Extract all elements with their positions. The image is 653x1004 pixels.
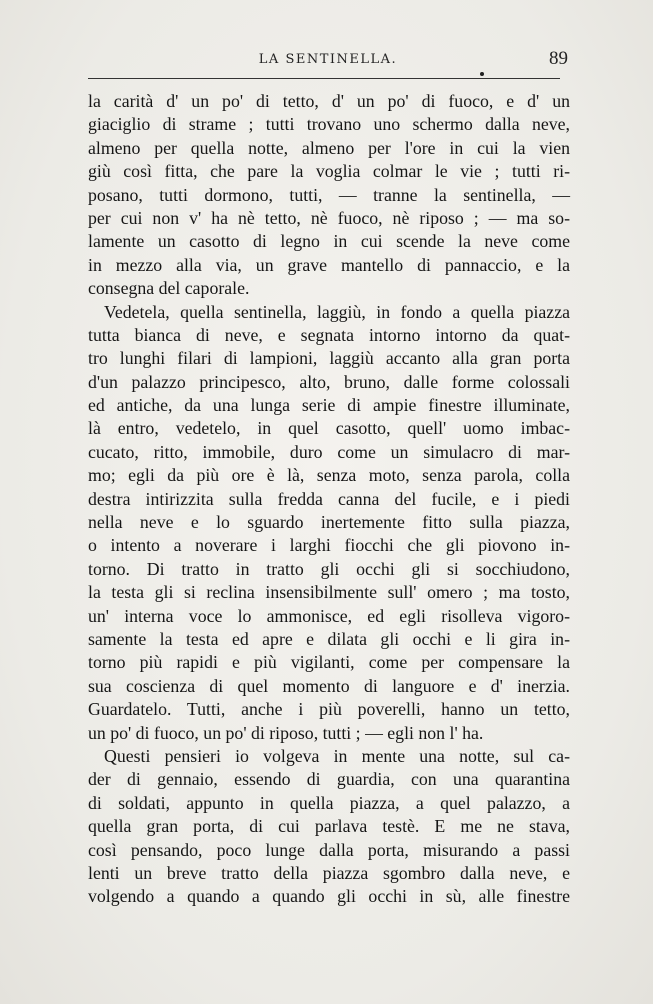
rule-dot — [480, 72, 484, 76]
text-line: samente la testa ed apre e dilata gli occhi e li gira in- — [88, 628, 570, 649]
text-line: ed antiche, da una lunga serie di ampie finestre illuminate, — [88, 395, 570, 416]
text-line: Vedetela, quella sentinella, laggiù, in fondo a quella piazza — [104, 301, 570, 322]
header-rule — [88, 78, 560, 79]
text-line: destra intirizzita sulla fredda canna del fucile, e i piedi — [88, 488, 570, 509]
text-line: der di gennaio, essendo di guardia, con una quarantina — [88, 769, 570, 790]
text-line: d'un palazzo principesco, alto, bruno, dalle forme colossali — [88, 371, 570, 392]
page-header — [88, 48, 568, 72]
text-line: consegna del caporale. — [88, 278, 250, 299]
text-line: un' interna voce lo ammonisce, ed egli risolleva vigoro- — [88, 605, 570, 626]
text-line: nella neve e lo sguardo inertemente fitto sulla piazza, — [88, 512, 570, 533]
text-line: tutta bianca di neve, e segnata intorno intorno da quat- — [88, 324, 570, 345]
text-line: quella gran porta, di cui parlava testè. E me ne stava, — [88, 816, 570, 837]
body-text — [88, 90, 570, 909]
text-line: la testa gli si reclina insensibilmente sull' omero ; ma tosto, — [88, 582, 570, 603]
text-line: Questi pensieri io volgeva in mente una notte, sul ca- — [104, 745, 570, 766]
text-line: tro lunghi filari di lampioni, laggiù accanto alla gran porta — [88, 348, 570, 369]
text-line: torno. Di tratto in tratto gli occhi gli si socchiudono, — [88, 558, 570, 579]
text-line: la carità d' un po' di tetto, d' un po' di fuoco, e d' un — [88, 91, 570, 111]
text-line: o intento a noverare i larghi fiocchi che gli piovono in- — [88, 535, 570, 556]
text-line: giaciglio di strame ; tutti trovano uno schermo dalla neve, — [88, 114, 570, 135]
text-line: Guardatelo. Tutti, anche i più poverelli, hanno un tetto, — [88, 699, 570, 720]
text-line: un po' di fuoco, un po' di riposo, tutti ; — egli non l' ha. — [88, 722, 484, 743]
text-line: là entro, vedetelo, in quel casotto, quell' uomo imbac- — [88, 418, 570, 439]
text-line: almeno per quella notte, almeno per l'ore in cui la vien — [88, 137, 570, 158]
text-line: per cui non v' ha nè tetto, nè fuoco, nè riposo ; — ma so- — [88, 207, 570, 228]
text-line: mo; egli da più ore è là, senza moto, senza parola, colla — [88, 465, 570, 486]
text-line: in mezzo alla via, un grave mantello di pannaccio, e la — [88, 254, 570, 275]
text-line: torno più rapidi e più vigilanti, come per compensare la — [88, 652, 570, 673]
text-line: così pensando, poco lunge dalla porta, misurando a passi — [88, 839, 570, 860]
running-title: LA SENTINELLA. — [258, 52, 398, 67]
text-line: sua coscienza di quel momento di languore e d' inerzia. — [88, 675, 570, 696]
text-line: giù così fitta, che pare la voglia colmar le vie ; tutti ri- — [88, 161, 570, 182]
text-line: lenti un breve tratto della piazza sgombro dalla neve, e — [88, 862, 570, 883]
text-line: lamente un casotto di legno in cui scende la neve come — [88, 231, 570, 252]
text-line: cucato, ritto, immobile, duro come un simulacro di mar- — [88, 441, 570, 462]
text-line: di soldati, appunto in quella piazza, a quel palazzo, a — [88, 792, 570, 813]
text-line: volgendo a quando a quando gli occhi in sù, alle finestre — [88, 886, 570, 907]
text-line: posano, tutti dormono, tutti, — tranne la sentinella, — — [88, 184, 570, 205]
page-number: 89 — [549, 48, 568, 69]
